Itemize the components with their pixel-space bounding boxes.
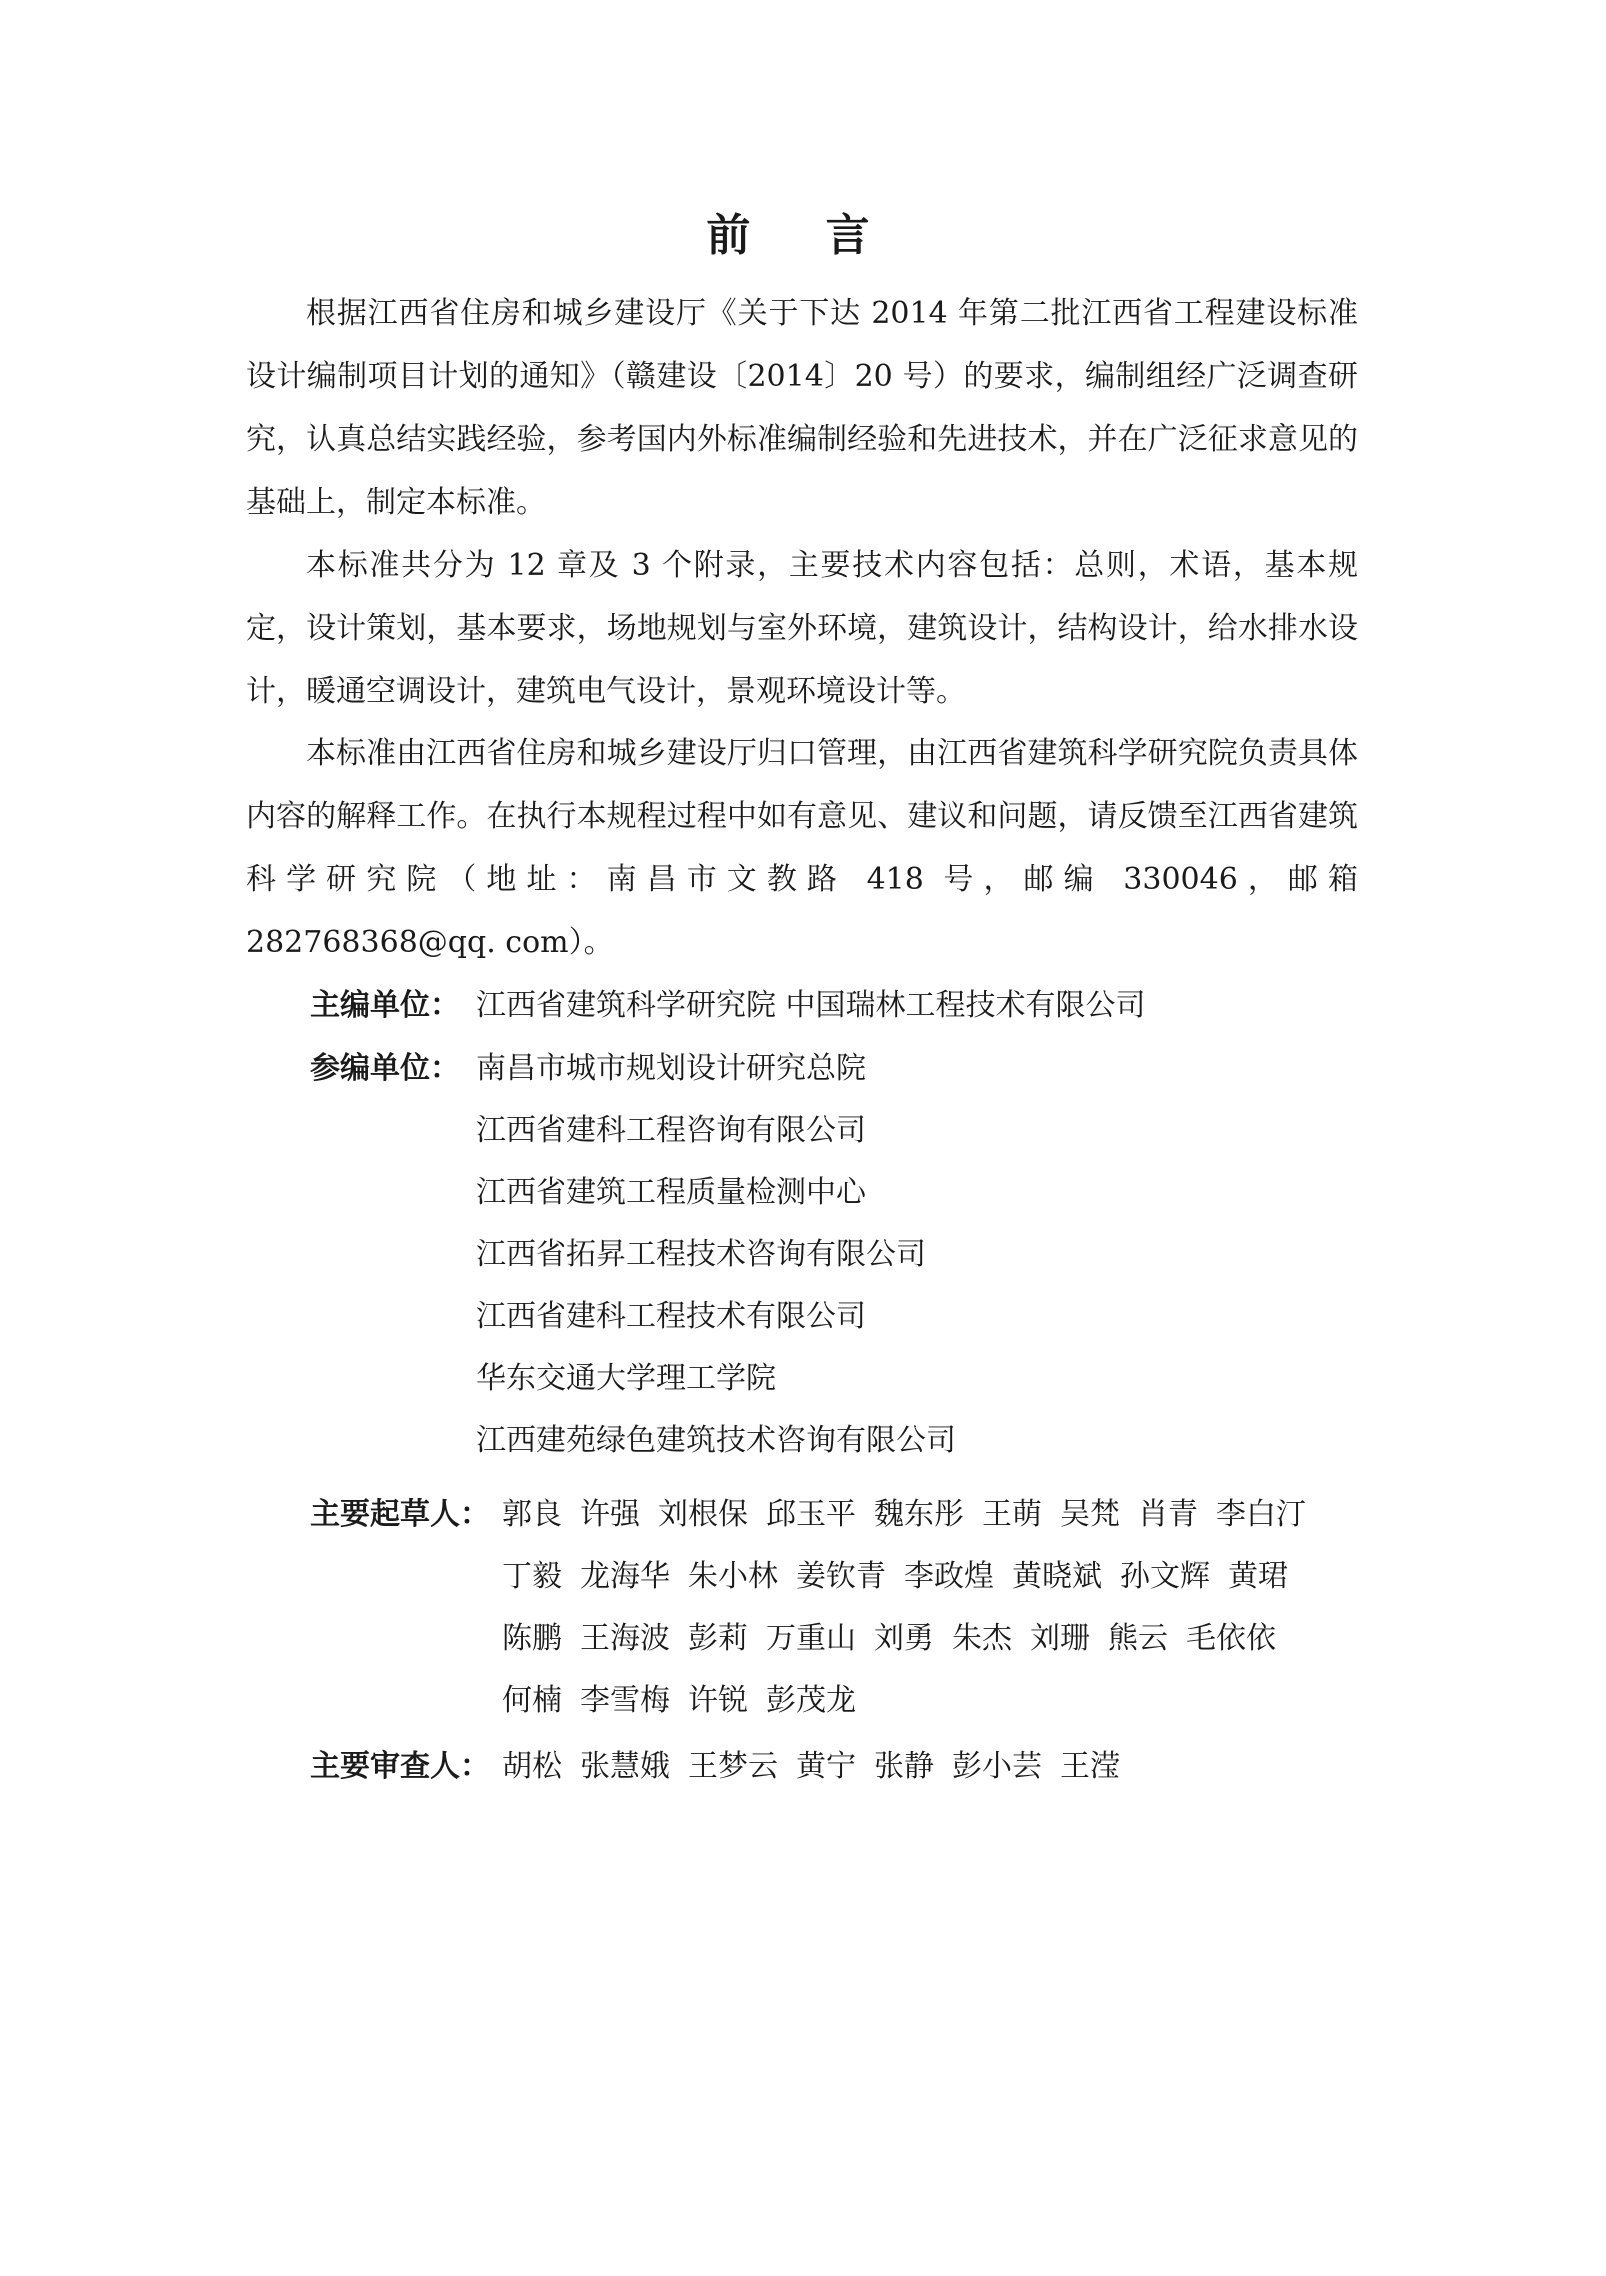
- drafter-name: 毛依依: [1186, 1621, 1276, 1656]
- participant-unit: 华东交通大学理工学院: [476, 1361, 776, 1396]
- drafter-name: 李雪梅: [580, 1683, 670, 1718]
- drafter-name: 龙海华: [580, 1559, 670, 1594]
- reviewer-name: 张静: [874, 1749, 934, 1784]
- participant-unit: 江西省建筑工程质量检测中心: [476, 1175, 866, 1210]
- participant-unit: 江西省建科工程技术有限公司: [476, 1299, 866, 1334]
- drafter-name: 肖青: [1138, 1497, 1198, 1532]
- drafter-name: 黄晓斌: [1012, 1559, 1102, 1594]
- drafter-name: 刘勇: [874, 1621, 934, 1656]
- drafter-name: 王海波: [580, 1621, 670, 1656]
- paragraph-contents: 本标准共分为 12 章及 3 个附录，主要技术内容包括：总则，术语，基本规定，设计策划，基本要求，场地规划与室外环境，建筑设计，结构设计，给水排水设计，暖通空调设计，建筑电气设计，景观环境设计等。: [246, 548, 1358, 709]
- page-title: 前 言: [706, 210, 900, 261]
- drafter-name: 朱杰: [952, 1621, 1012, 1656]
- drafter-name: 陈鹏: [502, 1621, 562, 1656]
- drafters-row: [310, 1484, 1324, 1732]
- main-editor-label: 主编单位：: [310, 988, 460, 1023]
- drafter-name: 彭茂龙: [766, 1683, 856, 1718]
- participants-row: [310, 1038, 956, 1472]
- participants-label: 参编单位：: [310, 1051, 460, 1086]
- reviewer-name: 胡松: [502, 1749, 562, 1784]
- drafter-name: 丁毅: [502, 1559, 562, 1594]
- reviewer-name: 黄宁: [796, 1749, 856, 1784]
- drafters-name-row: [502, 1546, 1324, 1608]
- drafter-name: 许强: [580, 1497, 640, 1532]
- reviewers-list: [502, 1736, 1138, 1798]
- paragraph-basis: 根据江西省住房和城乡建设厅《关于下达 2014 年第二批江西省工程建设标准设计编制项目计划的通知》（赣建设〔2014〕20 号）的要求，编制组经广泛调查研究，认真总结实践经验，参考国内外标准编制经验和先进技术，并在广泛征求意见的基础上，制定本标准。: [246, 296, 1358, 520]
- drafter-name: 李白汀: [1216, 1497, 1306, 1532]
- drafter-name: 李政煌: [904, 1559, 994, 1594]
- reviewers-label: 主要审查人：: [310, 1749, 490, 1784]
- drafters-name-row: [502, 1608, 1324, 1670]
- drafter-name: 魏东彤: [874, 1497, 964, 1532]
- reviewers-row: [310, 1736, 1138, 1798]
- drafters-label: 主要起草人：: [310, 1497, 490, 1532]
- drafter-name: 郭良: [502, 1497, 562, 1532]
- drafter-name: 朱小林: [688, 1559, 778, 1594]
- reviewer-name: 王滢: [1060, 1749, 1120, 1784]
- drafter-name: 许锐: [688, 1683, 748, 1718]
- drafter-name: 刘根保: [658, 1497, 748, 1532]
- drafter-name: 熊云: [1108, 1621, 1168, 1656]
- participants-list: [476, 1038, 956, 1472]
- participant-unit: 江西建苑绿色建筑技术咨询有限公司: [476, 1423, 956, 1458]
- drafter-name: 刘珊: [1030, 1621, 1090, 1656]
- drafter-name: 黄珺: [1228, 1559, 1288, 1594]
- drafter-name: 姜钦青: [796, 1559, 886, 1594]
- drafters-name-row: [502, 1670, 1324, 1732]
- paragraph-management: 本标准由江西省住房和城乡建设厅归口管理，由江西省建筑科学研究院负责具体内容的解释工作。在执行本规程过程中如有意见、建议和问题，请反馈至江西省建筑科学研究院（地址：南昌市文教路 418 号，邮编 330046，邮箱 282768368@qq. com）。: [246, 736, 1358, 960]
- drafters-list: [502, 1484, 1324, 1732]
- participant-unit: 南昌市城市规划设计研究总院: [476, 1051, 866, 1086]
- drafter-name: 孙文辉: [1120, 1559, 1210, 1594]
- reviewer-name: 王梦云: [688, 1749, 778, 1784]
- drafter-name: 万重山: [766, 1621, 856, 1656]
- reviewer-name: 彭小芸: [952, 1749, 1042, 1784]
- main-editor-value: 江西省建筑科学研究院 中国瑞林工程技术有限公司: [476, 988, 1146, 1023]
- main-editor-row: [310, 975, 1146, 1037]
- drafter-name: 何楠: [502, 1683, 562, 1718]
- drafter-name: 王萌: [982, 1497, 1042, 1532]
- drafter-name: 彭莉: [688, 1621, 748, 1656]
- participant-unit: 江西省拓昇工程技术咨询有限公司: [476, 1237, 926, 1272]
- drafter-name: 吴梵: [1060, 1497, 1120, 1532]
- drafter-name: 邱玉平: [766, 1497, 856, 1532]
- participant-unit: 江西省建科工程咨询有限公司: [476, 1113, 866, 1148]
- drafters-name-row: [502, 1484, 1324, 1546]
- reviewer-name: 张慧娥: [580, 1749, 670, 1784]
